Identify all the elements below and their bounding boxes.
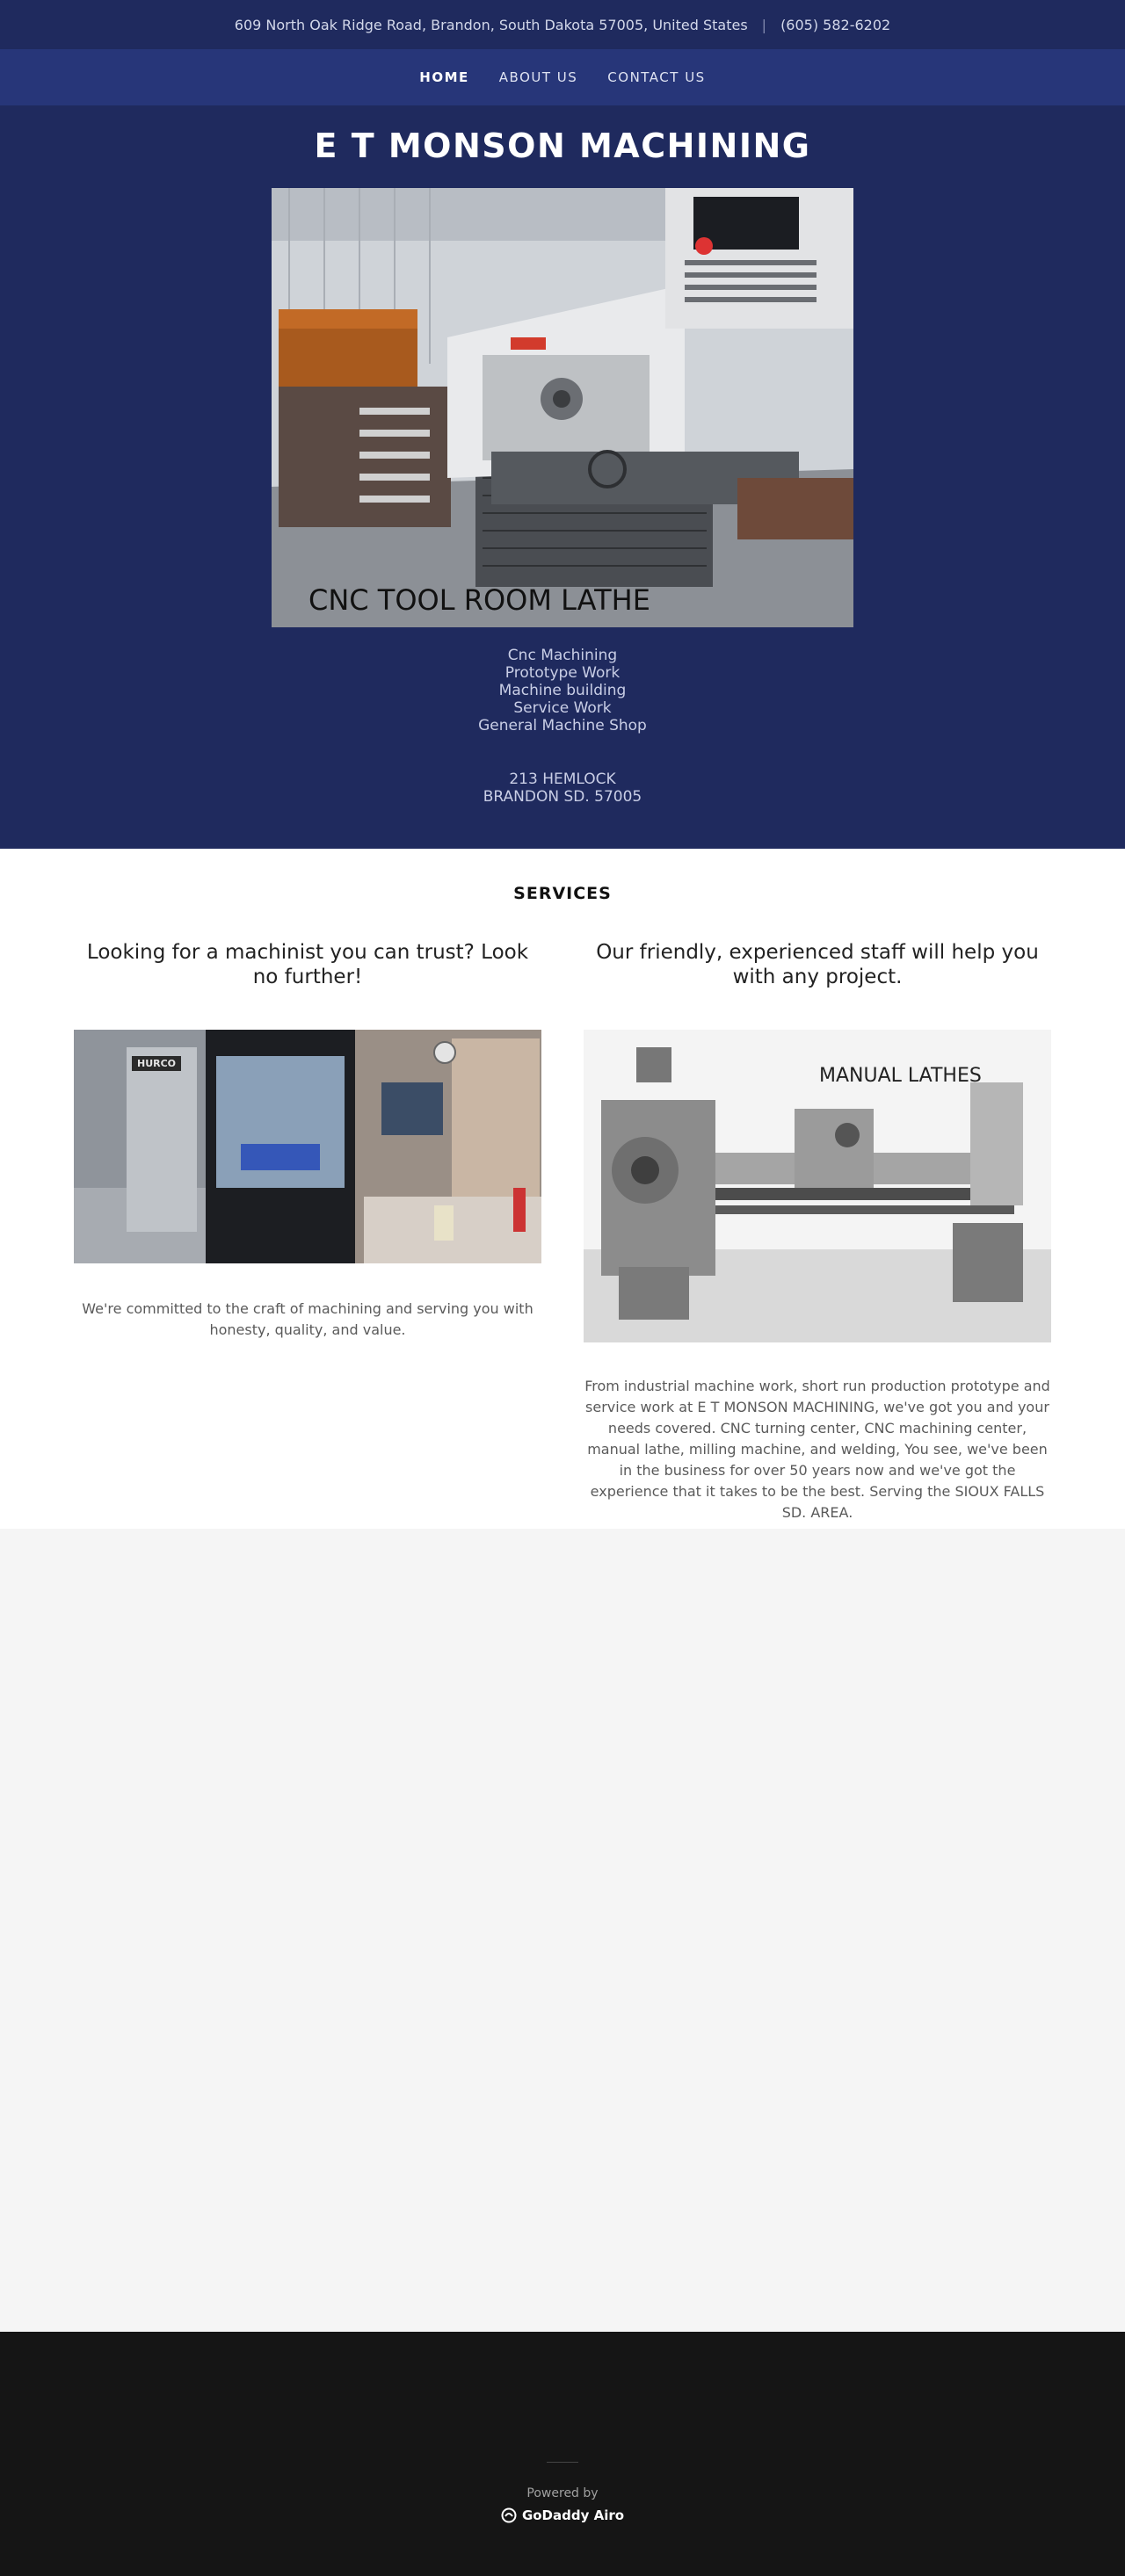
manual-lathe-image — [584, 1030, 1051, 1342]
service-item: Service Work — [513, 699, 612, 717]
right-column-text: From industrial machine work, short run production prototype and service work at E T MONSON MACHINING, we've got you and your needs covered. CNC turning center, CNC machining center, manual lathe, milling machine, and welding, You see, we've been in the business for over 50 years now and we've got the experience that it takes to be the best. Serving the SIOUX FALLS SD. AREA. — [584, 1378, 1050, 1521]
manual-lathes-caption: MANUAL LATHES — [819, 1065, 982, 1087]
footer-divider — [547, 2462, 578, 2463]
phone-link[interactable]: (605) 582-6202 — [780, 16, 891, 33]
nav-item-contact-us[interactable]: CONTACT US — [607, 69, 706, 85]
separator: | — [761, 16, 767, 33]
main-nav — [0, 49, 1125, 105]
hero-image-cnc-lathe — [272, 188, 853, 627]
hero-image-caption: CNC TOOL ROOM LATHE — [308, 583, 650, 617]
site-footer — [0, 2332, 1125, 2576]
services-list — [0, 647, 1125, 734]
powered-by-text: Powered by — [526, 2486, 599, 2500]
services-section — [0, 849, 1125, 1529]
shop-address — [0, 771, 1125, 806]
services-column-right — [584, 940, 1051, 1521]
hero-section — [0, 105, 1125, 849]
services-column-left — [74, 940, 541, 1338]
empty-content-area — [0, 1529, 1125, 2332]
hurco-label: HURCO — [132, 1056, 181, 1071]
address-line-1: 213 HEMLOCK — [509, 771, 616, 788]
service-item: General Machine Shop — [478, 717, 647, 734]
address-line-2: BRANDON SD. 57005 — [483, 788, 642, 806]
top-contact-bar — [0, 0, 1125, 49]
service-item: Machine building — [498, 682, 627, 699]
brand-name: GoDaddy Airo — [521, 2507, 625, 2523]
service-item: Cnc Machining — [507, 647, 618, 664]
godaddy-airo-link[interactable] — [0, 2507, 1125, 2523]
right-column-title: Our friendly, experienced staff will help you with any project. — [596, 941, 1039, 988]
left-column-title: Looking for a machinist you can trust? Look no further! — [86, 941, 529, 988]
service-item: Prototype Work — [504, 664, 621, 682]
left-column-text: We're committed to the craft of machining and serving you with honesty, quality, and value. — [82, 1300, 533, 1338]
nav-item-home[interactable]: HOME — [419, 69, 469, 85]
godaddy-logo-icon — [501, 2507, 517, 2523]
nav-item-about-us[interactable]: ABOUT US — [498, 69, 578, 85]
address-text: 609 North Oak Ridge Road, Brandon, South Dakota 57005, United States — [234, 16, 748, 33]
services-heading: SERVICES — [513, 884, 612, 903]
lathe-illustration — [272, 188, 853, 627]
site-title: E T MONSON MACHINING — [314, 127, 811, 165]
machine-shop-image — [74, 1030, 541, 1263]
